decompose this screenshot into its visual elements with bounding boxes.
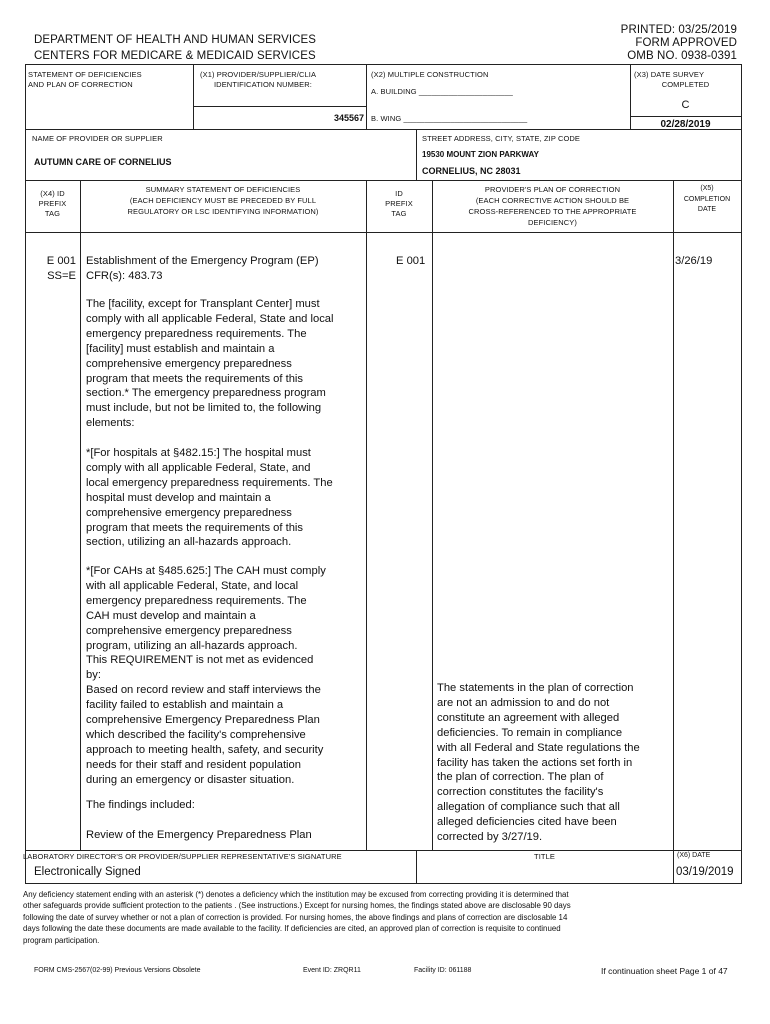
summary-header-1: SUMMARY STATEMENT OF DEFICIENCIES	[145, 185, 301, 194]
title-label: TITLE	[534, 852, 555, 861]
event-id: Event ID: ZRQR11	[303, 967, 361, 974]
provider-name-label: NAME OF PROVIDER OR SUPPLIER	[32, 134, 163, 143]
form-approved: FORM APPROVED	[635, 37, 737, 49]
signature-label: LABORATORY DIRECTOR'S OR PROVIDER/SUPPLIER REPRESENTATIVE'S SIGNATURE	[23, 852, 342, 861]
form-number: FORM CMS-2567(02-99) Previous Versions Obsolete	[34, 967, 201, 974]
centers-title: CENTERS FOR MEDICARE & MEDICAID SERVICES	[34, 50, 316, 62]
plan-header-2: (EACH CORRECTIVE ACTION SHOULD BE	[475, 196, 630, 205]
id-header-1: ID	[395, 189, 403, 198]
deficiency-paragraph-4: The findings included:	[86, 799, 195, 811]
summary-header-2: (EACH DEFICIENCY MUST BE PRECEDED BY FULL	[129, 196, 317, 205]
signature-value: Electronically Signed	[34, 866, 141, 878]
x4-label-2: PREFIX	[38, 199, 67, 208]
x1-sublabel: IDENTIFICATION NUMBER:	[214, 80, 312, 89]
severity-scope: SS=E	[47, 270, 76, 282]
signature-date: 03/19/2019	[676, 866, 734, 878]
city-state-zip: CORNELIUS, NC 28031	[422, 166, 521, 176]
omb-number: OMB NO. 0938-0391	[627, 50, 737, 62]
x6-date-label: (X6) DATE	[677, 852, 711, 859]
plan-of-correction-text: The statements in the plan of correction are not an admission to and do not constitute an agreement with alleged deficiencies. To remain in compliance with all Federal and State regulations the facility has taken the actions set forth in the plan of correction. The plan of correction constitutes the facility's allegation of compliance such that all alleged deficiencies cited have been corrected by 3/27/19.	[437, 682, 640, 844]
x3-sublabel: COMPLETED	[661, 80, 710, 89]
survey-date: 02/28/2019	[660, 119, 711, 130]
plan-header-4: DEFICIENCY)	[527, 218, 578, 227]
x5-header-2: COMPLETION	[683, 196, 731, 203]
page-indicator: If continuation sheet Page 1 of 47	[601, 966, 728, 976]
x2-label: (X2) MULTIPLE CONSTRUCTION	[371, 70, 489, 79]
plan-header-3: CROSS-REFERENCED TO THE APPROPRIATE	[468, 207, 637, 216]
deficiency-cfr: CFR(s): 483.73	[86, 270, 163, 282]
provider-id-number: 345567	[333, 113, 364, 123]
disclaimer-text: Any deficiency statement ending with an asterisk (*) denotes a deficiency which the institution may be excused from correcting providing it is determined that other safeguards provide sufficient protection to the patients . (See instructions.) Except for nursing homes, the findings stated above are disclosable 90 days following the date of survey whether or not a plan of correction is provided. For nursing homes, the above findings and plans of correction are disclosable 14 days following the date these documents are made available to the facility. If deficiencies are cited, an approved plan of correction is requisite to continued program participation.	[23, 890, 571, 945]
survey-code: C	[681, 99, 690, 111]
provider-name: AUTUMN CARE OF CORNELIUS	[34, 157, 172, 167]
address-label: STREET ADDRESS, CITY, STATE, ZIP CODE	[422, 134, 581, 143]
plan-header-1: PROVIDER'S PLAN OF CORRECTION	[484, 185, 621, 194]
completion-date: 3/26/19	[675, 255, 713, 267]
id-header-2: PREFIX	[385, 199, 413, 208]
x4-label-1: (X4) ID	[40, 189, 65, 198]
deficiency-title: Establishment of the Emergency Program (EP)	[86, 255, 319, 267]
department-title: DEPARTMENT OF HEALTH AND HUMAN SERVICES	[34, 34, 317, 46]
plan-label: AND PLAN OF CORRECTION	[28, 80, 133, 89]
x5-header-1: (X5)	[700, 185, 714, 192]
prefix-tag: E 001	[46, 255, 76, 267]
x4-label-3: TAG	[44, 209, 61, 218]
printed-date: PRINTED: 03/25/2019	[620, 24, 737, 36]
x5-header-3: DATE	[697, 206, 717, 213]
x2-building: A. BUILDING ______________________	[371, 87, 513, 96]
summary-header-3: REGULATORY OR LSC IDENTIFYING INFORMATION)	[127, 207, 319, 216]
id-header-3: TAG	[391, 209, 407, 218]
deficiency-paragraph-1: The [facility, except for Transplant Center] must comply with all applicable Federal, State and local emergency preparedness requirements. The [facility] must establish and maintain a comprehensive emergency preparedness program that meets the requirements of this section.* The emergency preparedness program must include, but not be limited to, the following elements:	[86, 298, 334, 430]
statement-label: STATEMENT OF DEFICIENCIES	[28, 70, 142, 79]
street-address: 19530 MOUNT ZION PARKWAY	[422, 150, 539, 159]
deficiency-paragraph-2: *[For hospitals at §482.15:] The hospital must comply with all applicable Federal, State, and local emergency preparedness requirements. The hospital must develop and maintain a comprehensive emergency preparedness program that meets the requirements of this section, utilizing an all-hazards approach.	[86, 447, 333, 549]
deficiency-paragraph-3: *[For CAHs at §485.625:] The CAH must comply with all applicable Federal, State, and local emergency preparedness requirements. The CAH must develop and maintain a comprehensive emergency preparedness program, utilizing an all-hazards approach. This REQUIREMENT is not met as evidenced by: Based on record review and staff interviews the facility failed to establish and maintain a comprehensive Emergency Preparedness Plan which described the facility's comprehensive approach to meeting health, safety, and security needs for their staff and resident population during an emergency or disaster situation.	[86, 565, 326, 786]
id-prefix-tag: E 001	[396, 255, 426, 267]
x1-label: (X1) PROVIDER/SUPPLIER/CLIA	[200, 70, 317, 79]
deficiency-paragraph-5: Review of the Emergency Preparedness Plan	[86, 829, 312, 841]
facility-id: Facility ID: 061188	[414, 967, 472, 974]
x2-wing: B. WING _____________________________	[371, 114, 528, 123]
x3-label: (X3) DATE SURVEY	[634, 70, 705, 79]
